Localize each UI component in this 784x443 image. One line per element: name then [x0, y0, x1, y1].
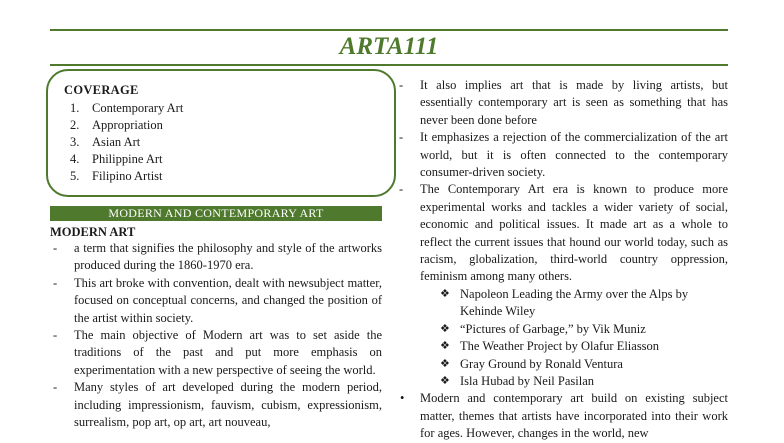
modern-art-heading: MODERN ART — [50, 225, 136, 239]
example-text: Gray Ground by Ronald Ventura — [460, 356, 623, 371]
point-text: This art broke with convention, dealt with newsubject matter, focused on conceptual concerns, and changed the position of the artist within society. — [74, 275, 382, 325]
list-item — [396, 129, 728, 181]
coverage-label: Asian Art — [92, 135, 141, 149]
dash-icon: - — [53, 241, 58, 255]
coverage-number: 1. — [70, 101, 80, 115]
title-underline — [50, 64, 728, 66]
example-text: The Weather Project by Olafur Eliasson — [460, 339, 660, 354]
top-rule — [50, 29, 728, 31]
point-text: It also implies art that is made by living artists, but essentially contemporary art is seen as something that has never been done before — [420, 78, 728, 127]
contemporary-bullets — [396, 390, 728, 442]
diamond-icon: ❖ — [440, 374, 450, 387]
page-title: ARTA111 — [339, 33, 439, 60]
point-text: The main objective of Modern art was to set aside the traditions of the past and put more emphasis on experimentation with a new perspective of seeing the world. — [74, 328, 382, 377]
list-item — [50, 379, 382, 431]
list-item — [396, 390, 728, 442]
coverage-item — [64, 100, 394, 117]
section-band: MODERN AND CONTEMPORARY ART — [50, 206, 382, 221]
coverage-number: 5. — [70, 169, 80, 183]
list-item — [436, 286, 728, 321]
coverage-item — [64, 134, 394, 151]
coverage-heading: COVERAGE — [64, 83, 139, 97]
dash-icon: - — [399, 182, 404, 197]
list-item — [436, 373, 728, 390]
coverage-list — [64, 100, 394, 185]
example-text: “Pictures of Garbage,” by Vik Muniz — [460, 321, 646, 336]
point-text: Many styles of art developed during the modern period, including impressionism, fauvism, cubism, expressionism, surrealism, pop art, op art, art nouveau, — [74, 380, 382, 430]
diamond-icon: ❖ — [440, 340, 450, 353]
dash-icon: - — [53, 275, 58, 290]
list-item — [50, 240, 382, 275]
coverage-number: 4. — [70, 152, 80, 166]
example-text: Napoleon Leading the Army over the Alps by Kehinde Wiley — [460, 286, 689, 319]
modern-art-points — [50, 240, 382, 431]
dash-icon: - — [399, 78, 404, 92]
list-item — [50, 275, 382, 327]
list-item — [436, 321, 728, 338]
point-text: It emphasizes a rejection of the commercialization of the art world, but it is often connected to the contemporary consumer-driven society. — [420, 130, 728, 180]
coverage-box — [46, 69, 396, 197]
coverage-label: Contemporary Art — [92, 101, 184, 115]
point-text: The Contemporary Art era is known to produce more experimental works and tackles a wider variety of social, economic and political issues. It made art as a whole to reflect the current issues that hound our world today, such as racism, globalization, third-world country oppression, feminism among many others. — [420, 182, 728, 284]
example-text: Isla Hubad by Neil Pasilan — [460, 373, 595, 388]
dash-icon: - — [53, 380, 58, 395]
contemporary-points — [396, 77, 728, 286]
list-item — [436, 338, 728, 355]
bullet-text: Modern and contemporary art build on existing subject matter, themes that artists have incorporated into their work for ages. However, changes in the world, new — [420, 391, 728, 441]
point-text: a term that signifies the philosophy and style of the artworks produced during the 1860-1970 era. — [74, 241, 382, 273]
diamond-icon: ❖ — [440, 322, 450, 335]
bullet-icon: • — [400, 391, 405, 406]
list-item — [436, 356, 728, 373]
list-item — [396, 77, 728, 129]
left-column — [50, 224, 382, 431]
diamond-icon: ❖ — [440, 287, 450, 300]
right-column — [396, 77, 728, 443]
coverage-label: Philippine Art — [92, 152, 163, 166]
artwork-examples — [396, 286, 728, 390]
coverage-label: Filipino Artist — [92, 169, 163, 183]
diamond-icon: ❖ — [440, 357, 450, 370]
coverage-item — [64, 168, 394, 185]
coverage-number: 2. — [70, 118, 80, 132]
dash-icon: - — [399, 130, 404, 145]
coverage-item — [64, 117, 394, 134]
coverage-label: Appropriation — [92, 118, 163, 132]
coverage-item — [64, 151, 394, 168]
list-item — [396, 181, 728, 285]
list-item — [50, 327, 382, 379]
dash-icon: - — [53, 328, 58, 343]
coverage-number: 3. — [70, 135, 80, 149]
